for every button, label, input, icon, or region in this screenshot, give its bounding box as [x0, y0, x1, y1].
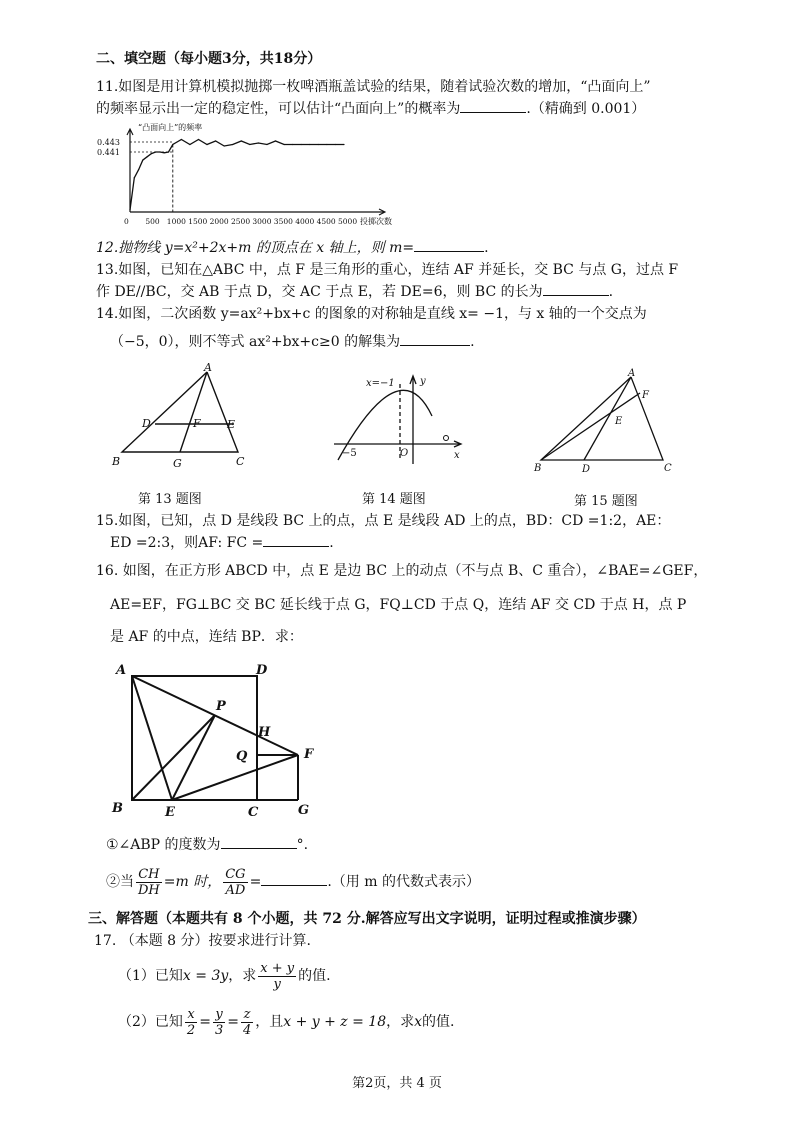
f15-line-bf	[541, 393, 640, 460]
q16-sub2-blank[interactable]	[261, 885, 327, 886]
chart-point	[198, 139, 199, 140]
q15-line1: 15.如图，已知，点 D 是线段 BC 上的点，点 E 是线段 AD 上的点，BD：CD =1:2，AE：	[96, 513, 671, 529]
f15-caption: 第 15 题图	[574, 494, 638, 509]
q17-p2-f3-den: 4	[242, 1022, 252, 1038]
q15-end: .	[329, 535, 334, 551]
q17-p2-f2-den: 3	[214, 1022, 224, 1038]
q13-end: .	[608, 284, 614, 300]
chart-point	[129, 209, 130, 210]
f15-label-f: F	[642, 390, 649, 401]
chart-x-tick-label: 2500	[231, 217, 251, 226]
chart-x-tick-label: 500	[145, 217, 160, 226]
q16-line3: 是 AF 的中点，连结 BP．求：	[110, 629, 303, 645]
q16-frac2-den: AD	[225, 882, 246, 898]
f16-label-p: P	[216, 699, 226, 714]
q16-line2: AE=EF，FG⊥BC 交 BC 延长线于点 G，FQ⊥CD 于点 Q，连结 AF 交 CD 于点 H，点 P	[110, 597, 687, 613]
q17-p1-num: x + y	[260, 960, 295, 976]
chart-series-line	[130, 140, 344, 211]
q14-end: .	[470, 334, 475, 350]
f14-label-x: x	[454, 450, 460, 461]
f15-label-d: D	[582, 464, 591, 475]
q17-p1-ask: ，求	[228, 968, 257, 984]
q16-frac2-num: CG	[225, 866, 246, 882]
f16-label-d: D	[256, 663, 268, 678]
q12-end: .	[484, 240, 489, 256]
chart-x-tick-label: 2000	[209, 217, 229, 226]
chart-point	[155, 151, 156, 152]
f14-caption: 第 14 题图	[362, 492, 426, 507]
q17-p1-condition: x = 3y	[182, 968, 229, 984]
chart-point	[189, 144, 190, 145]
q17-p1-text: （1）已知	[118, 968, 183, 984]
f14-small-circle	[444, 436, 449, 441]
chart-x-tick-label: 1000	[166, 217, 186, 226]
figure-14	[330, 370, 470, 466]
chart-point	[138, 169, 139, 170]
f13-label-b: B	[112, 455, 121, 468]
chart-point	[266, 144, 267, 145]
chart-point	[134, 177, 135, 178]
q16-sub2-text: ②当	[106, 874, 134, 890]
chart-point	[168, 151, 169, 152]
q17-p1-fraction	[258, 961, 296, 992]
q11-line2-text: 的频率显示出一定的稳定性，可以估计“凸面向上”的概率为	[96, 101, 461, 117]
chart-point	[206, 144, 207, 145]
f14-label-y: y	[420, 376, 426, 387]
chart-x-tick-label: 5000	[338, 217, 358, 226]
chart-point	[215, 140, 216, 141]
chart-x-label: 投掷次数	[360, 217, 392, 226]
q17-part2: （2）已知 $\frac{x}{2}$ = $\frac{y}{3}$ = $\frac{z}{4}$ ，且x + y + z = 18，求x的值.	[118, 1006, 455, 1038]
q11-line2	[96, 100, 645, 118]
f16-label-e: E	[165, 805, 175, 820]
chart-point	[292, 144, 293, 145]
chart-y-tick-label: 0.441	[97, 148, 120, 157]
chart-point	[151, 153, 152, 154]
chart-point	[318, 144, 319, 145]
chart-x-tick-label: 1500	[188, 217, 208, 226]
q13-line2-text: 作 DE//BC，交 AB 于点 D，交 AC 于点 E，若 DE=6，则 BC 的长为	[96, 284, 543, 300]
q13-line1: 13.如图，已知在△ABC 中，点 F 是三角形的重心，连结 AF 并延长，交 BC 与点 G，过点 F	[96, 262, 679, 278]
f15-label-e: E	[615, 416, 623, 427]
f15-label-c: C	[664, 463, 672, 474]
q14-answer-blank[interactable]	[400, 345, 470, 346]
f16-line-bp	[132, 715, 215, 800]
q12-text: 12.抛物线 y=x²+2x+m 的顶点在 x 轴上，则 m=	[96, 240, 415, 256]
q15-answer-blank[interactable]	[263, 546, 329, 547]
f15-line-ad	[584, 377, 631, 460]
f15-label-a: A	[628, 368, 636, 379]
q17-p1-end: 的值.	[298, 968, 331, 984]
f14-label-minus5: −5	[342, 448, 357, 459]
q14-line2	[110, 333, 475, 351]
q16-frac1-num: CH	[136, 867, 162, 883]
chart-point	[258, 142, 259, 143]
f13-label-c: C	[236, 455, 245, 468]
chart-x-tick-label: 4500	[316, 217, 336, 226]
chart-point	[343, 144, 344, 145]
q14-line1: 14.如图，二次函数 y=ax²+bx+c 的图象的对称轴是直线 x= −1，与 x 轴的一个交点为	[96, 306, 647, 322]
f13-label-d: D	[142, 417, 151, 430]
q16-sub1-text: ①∠ABP 的度数为	[106, 837, 221, 853]
f16-label-a: A	[116, 663, 127, 678]
f15-label-b: B	[534, 463, 542, 474]
chart-point	[142, 159, 143, 160]
q11-line1: 11.如图是用计算机模拟抛掷一枚啤酒瓶盖试验的结果，随着试验次数的增加，“凸面向上”	[96, 79, 651, 95]
chart-x-tick-label: 4000	[295, 217, 315, 226]
q11-line2-end: .（精确到 0.001）	[526, 101, 646, 117]
f13-label-a: A	[204, 362, 212, 374]
chart-point	[309, 144, 310, 145]
chart-point	[147, 156, 148, 157]
q17-p2-end: 的值.	[422, 1014, 455, 1030]
chart-point	[172, 144, 173, 145]
chart-point	[283, 144, 284, 145]
q17-p1-den: y	[273, 976, 281, 992]
chart-point	[249, 144, 250, 145]
q15-line2	[110, 534, 334, 552]
chart-x-tick-label: 3000	[252, 217, 272, 226]
chart-x-tick-label: 3500	[273, 217, 293, 226]
f16-label-h: H	[258, 725, 271, 740]
q16-sub1-end: °.	[296, 837, 309, 853]
f16-label-b: B	[112, 801, 123, 816]
q12-answer-blank[interactable]	[414, 251, 484, 252]
f14-label-o: O	[400, 448, 409, 459]
f14-label-axis: x=−1	[366, 378, 395, 389]
chart-point	[159, 151, 160, 152]
q17-p2-var: x	[414, 1014, 423, 1030]
q17-head: 17. （本题 8 分）按要求进行计算.	[94, 933, 311, 949]
chart-point	[275, 140, 276, 141]
q17-p2-frac-x	[185, 1007, 197, 1038]
f16-label-f: F	[304, 747, 314, 762]
q17-part1	[118, 956, 331, 996]
chart-point	[224, 145, 225, 146]
q14-line2-text: （−5，0），则不等式 ax²+bx+c≥0 的解集为	[110, 334, 401, 350]
q15-line2-text: ED =2:3，则AF: FC =	[110, 535, 264, 551]
q16-sub2-end: .（用 m 的代数式表示）	[327, 874, 480, 890]
chart-point	[241, 140, 242, 141]
f13-label-g: G	[173, 457, 182, 470]
chart-title: “凸面向上”的频率	[138, 123, 203, 132]
q17-p2-and: ，且	[255, 1014, 284, 1030]
q16-sub1-blank[interactable]	[221, 848, 297, 849]
chart-point	[181, 139, 182, 140]
q17-p2-f3-num: z	[241, 1007, 253, 1023]
q17-p2-ask: ，求	[386, 1014, 415, 1030]
q17-p2-frac-z	[241, 1007, 253, 1038]
f13-label-f: F	[193, 417, 201, 430]
q11-frequency-chart	[96, 122, 426, 230]
f16-label-g: G	[298, 803, 310, 818]
q11-answer-blank[interactable]	[460, 112, 526, 113]
q17-p2-frac-y	[213, 1007, 225, 1038]
f13-triangle	[122, 372, 238, 452]
chart-x-tick-label: 0	[124, 217, 129, 226]
q17-p2-f2-num: y	[213, 1007, 225, 1023]
f16-line-ae	[132, 676, 172, 800]
figure-13	[110, 362, 260, 472]
q13-line2	[96, 283, 613, 301]
q16-line1: 16. 如图，在正方形 ABCD 中，点 E 是边 BC 上的动点（不与点 B、C 重合），∠BAE=∠GEF，	[96, 563, 708, 579]
q16-sub1	[106, 836, 308, 854]
section-3-title: 三、解答题（本题共有 8 个小题，共 72 分.解答应写出文字说明，证明过程或推演步骤）	[88, 911, 646, 927]
q16-frac-ch-dh	[136, 867, 162, 898]
section-2-title: 二、填空题（每小题3分，共18分）	[96, 51, 322, 67]
figure-16	[110, 658, 330, 820]
q17-p2-condition: x + y + z = 18	[283, 1014, 387, 1030]
chart-point	[326, 144, 327, 145]
f16-label-q: Q	[236, 749, 248, 764]
q12-line	[96, 239, 489, 257]
chart-y-tick-label: 0.443	[97, 138, 120, 147]
q17-p2-f1-num: x	[185, 1007, 197, 1023]
chart-point	[164, 152, 165, 153]
q13-answer-blank[interactable]	[543, 295, 609, 296]
q16-sub2-condition: =m 时，	[163, 874, 222, 890]
chart-point	[335, 144, 336, 145]
q17-p2-text: （2）已知	[118, 1014, 183, 1030]
f13-label-e: E	[227, 418, 236, 431]
q17-p2-f1-den: 2	[186, 1022, 196, 1038]
f13-caption: 第 13 题图	[138, 492, 202, 507]
q16-sub2	[106, 866, 480, 898]
chart-point	[232, 144, 233, 145]
f16-label-c: C	[248, 805, 259, 820]
page-footer: 第2页，共 4 页	[352, 1076, 442, 1091]
q16-frac1-den: DH	[138, 882, 160, 898]
chart-point	[301, 144, 302, 145]
figure-15	[532, 368, 682, 478]
q16-sub2-eq: =	[249, 874, 262, 890]
q16-frac-cg-ad	[223, 867, 247, 898]
